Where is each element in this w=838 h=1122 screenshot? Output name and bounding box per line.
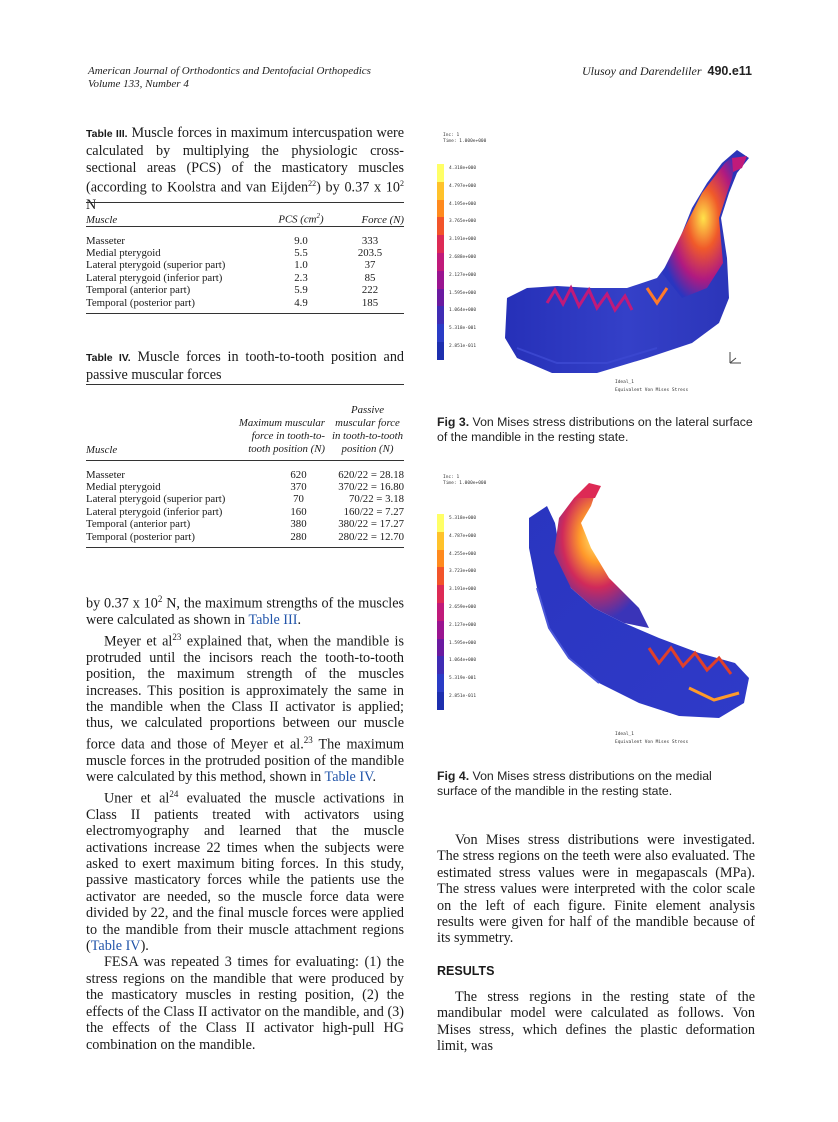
- journal-volume: Volume 133, Number 4: [88, 78, 189, 90]
- table4-header-muscle: Muscle: [86, 444, 118, 456]
- table4-link[interactable]: Table IV: [90, 938, 141, 955]
- legend-label: 1.064e+000: [449, 658, 477, 664]
- table-row: Masseter 9.0 333: [86, 234, 379, 247]
- fig4-color-scale: [437, 514, 444, 710]
- legend-label: 2.659e+000: [449, 604, 477, 610]
- legend-label: 4.195e+000: [449, 201, 477, 207]
- axis-triad-icon: [727, 350, 743, 366]
- table4-header-max-force: Maximum muscular force in tooth-to-tooth position (N): [238, 417, 325, 455]
- mandible-lateral-render: [497, 138, 755, 388]
- section-heading-results: RESULTS: [437, 964, 495, 978]
- legend-label: 2.127e+000: [449, 272, 477, 278]
- legend-label: 3.765e+000: [449, 219, 477, 225]
- table3-caption: Table III. Muscle forces in maximum intercuspation were calculated by multiplying the physiologic cross-sectional areas (PCS) of the masticatory muscles (according to Koolstra and van Eijden$^{22}$) by 0.37 x $10^2$ N: [86, 125, 405, 213]
- legend-label: 1.595e+000: [449, 640, 477, 646]
- table4-caption: Table IV. Muscle forces in tooth-to-tooth position and passive muscular forces: [86, 349, 405, 383]
- body-right: [437, 832, 755, 947]
- legend-label: 5.318e+000: [449, 516, 477, 521]
- legend-label: 4.787e+000: [449, 533, 477, 539]
- table-row: Medial pterygoid 5.5 203.5: [86, 246, 383, 259]
- table-row: Medial pterygoid 370 370/22 = 16.80: [86, 480, 404, 493]
- body-left: [86, 591, 404, 1053]
- paragraph: by 0.37 x $10^2$ N, the maximum strengths of the muscles were calculated as shown in Table III.: [86, 594, 405, 629]
- paragraph: FESA was repeated 3 times for evaluating: (1) the stress regions on the mandible that were produced by the masticatory muscles in resting position, (2) the effects of the Class II activator on the mandible, and (3) the effects of the Class II activator high-pull HG combination on the mandible.: [86, 954, 404, 1053]
- legend-label: 4.255e+000: [449, 551, 477, 557]
- legend-label: 5.319e-001: [449, 676, 477, 682]
- figure-3: [437, 128, 755, 404]
- table3-link[interactable]: Table III: [248, 612, 298, 629]
- fig3-color-scale: [437, 164, 444, 360]
- legend-label: 4.318e+000: [449, 166, 477, 171]
- table3: [86, 202, 404, 314]
- running-header-journal: [88, 65, 371, 91]
- table4-link[interactable]: Table IV: [324, 769, 373, 786]
- fig4-time: Time: 1.000e+000: [443, 481, 487, 486]
- fig4-footer-label: Equivalent Von Mises Stress: [615, 740, 689, 745]
- table3-header-pcs: PCS $(cm^2)$: [278, 212, 324, 226]
- table3-header-force: Force (N): [361, 214, 404, 226]
- body-right-results: [437, 989, 755, 1055]
- legend-label: 1.064e+000: [449, 308, 477, 314]
- fig3-inc: Inc: 1: [443, 133, 460, 138]
- authors: Ulusoy and Darendeliler: [581, 64, 702, 78]
- fig4-footer-id: Ideal_1: [615, 732, 634, 737]
- legend-label: 2.851e-011: [449, 343, 477, 349]
- legend-label: 2.127e+000: [449, 622, 477, 628]
- table4-label: Table IV.: [86, 352, 131, 364]
- table-row: Masseter 620 620/22 = 28.18: [86, 468, 404, 481]
- table-row: Temporal (posterior part) 4.9 185: [86, 297, 404, 314]
- legend-label: 4.797e+000: [449, 183, 477, 189]
- legend-label: 2.851e-011: [449, 693, 477, 699]
- fig4-caption: Fig 4. Von Mises stress distributions on the medial surface of the mandible in the resting state.: [437, 769, 712, 798]
- table3-body: [86, 227, 404, 314]
- table-row: Lateral pterygoid (inferior part) 160 160/22 = 7.27: [86, 505, 404, 518]
- fig3-footer-id: Ideal_1: [615, 380, 634, 385]
- fig3-label: Fig 3.: [437, 415, 470, 429]
- table3-header-muscle: Muscle: [86, 214, 118, 226]
- legend-label: 3.191e+000: [449, 237, 477, 243]
- fig3-footer-label: Equivalent Von Mises Stress: [615, 388, 689, 393]
- legend-label: 3.723e+000: [449, 569, 477, 575]
- legend-label: 1.595e+000: [449, 290, 477, 296]
- running-header-authors: [582, 64, 752, 79]
- table-row: Lateral pterygoid (superior part) 1.0 37: [86, 259, 376, 272]
- page-number: 490.e11: [707, 64, 752, 78]
- legend-label: 2.688e+000: [449, 254, 477, 260]
- legend-label: 5.318e-001: [449, 326, 477, 332]
- fig3-time: Time: 1.000e+000: [443, 139, 487, 144]
- table4-body: [86, 461, 404, 548]
- table-row: Temporal (anterior part) 5.9 222: [86, 284, 379, 297]
- paragraph: Meyer et $al^{23}$ explained that, when the mandible is protruded until the incisors reach the tooth-to-tooth position, the maximum strength of the muscles increases. This position is approximately the same in the mandible when the Class II activator is applied; thus, we calculated proportions between our muscle force data and those of Meyer et al.$^{23}$ The maximum muscle forces in the protruded position of the mandible were calculated by this method, shown in Table IV.: [86, 631, 404, 786]
- table-row: Lateral pterygoid (inferior part) 2.3 85: [86, 271, 376, 284]
- paragraph: Uner et $al^{24}$ evaluated the muscle activations in Class II patients treated with activators using electromyography and learned that the muscle activations increase 22 times when the subjects were asked to exert maximum biting forces. In this study, passive masticatory forces while the patients use the activator are needed, so the muscle force data were divided by 22, and the final muscle forces were applied to the mandible from their muscle attachment regions (Table IV).: [86, 788, 404, 955]
- table-row: Temporal (anterior part) 380 380/22 = 17.27: [86, 518, 404, 531]
- mandible-medial-render: [499, 478, 755, 738]
- fig4-legend-labels: [449, 516, 476, 712]
- table-row: Lateral pterygoid (superior part) 70 70/22 = 3.18: [86, 493, 404, 506]
- fig4-label: Fig 4.: [437, 769, 470, 783]
- fig3-legend-labels: [449, 166, 476, 362]
- figure-4: [437, 470, 755, 758]
- paragraph: The stress regions in the resting state of the mandibular model were calculated as follows. Von Mises stress, which defines the plastic deformation limit, was: [437, 989, 755, 1055]
- table3-label: Table III.: [86, 128, 128, 140]
- table4-header-passive-force: Passive muscular force in tooth-to-tooth position (N): [331, 404, 404, 455]
- journal-title: American Journal of Orthodontics and Dentofacial Orthopedics: [88, 65, 371, 77]
- table4: [86, 384, 404, 548]
- paragraph: Von Mises stress distributions were investigated. The stress regions on the teeth were also evaluated. The estimated stress values were in megapascals (MPa). The stress values were interpreted with the color scale on the left of each figure. Finite element analysis results were given for half of the mandible because of its symmetry.: [437, 832, 755, 947]
- legend-label: 3.191e+000: [449, 587, 477, 593]
- fig4-inc: Inc: 1: [443, 475, 460, 480]
- fig3-caption: Fig 3. Von Mises stress distributions on the lateral surface of the mandible in the resting state.: [437, 415, 753, 444]
- table-row: Temporal (posterior part) 280 280/22 = 12.70: [86, 531, 404, 548]
